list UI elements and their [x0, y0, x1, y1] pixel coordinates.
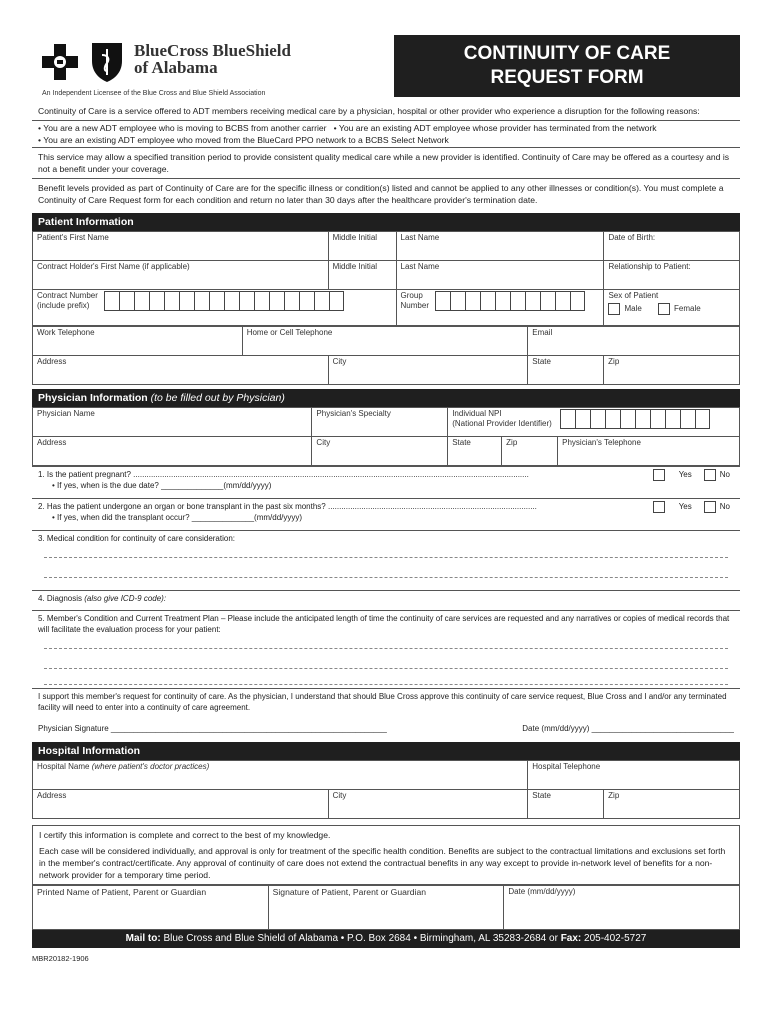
group-number-boxes[interactable]	[435, 291, 585, 311]
contract-number-field[interactable]: Contract Number (include prefix)	[33, 290, 397, 326]
physician-date-line[interactable]: Date (mm/dd/yyyy) ________________________________	[522, 724, 734, 733]
condition-line-1[interactable]	[44, 544, 728, 558]
transplant-yes-checkbox[interactable]	[653, 501, 665, 513]
hospital-name-field[interactable]: Hospital Name (where patient's doctor practices)	[33, 761, 528, 790]
patient-address-field[interactable]: Address	[33, 356, 329, 385]
form-title	[394, 35, 740, 97]
blue-shield-icon	[90, 41, 124, 83]
hospital-state-field[interactable]: State	[528, 790, 604, 819]
physician-name-field[interactable]: Physician Name	[33, 408, 312, 437]
form-page	[32, 30, 740, 963]
brand-line-1: BlueCross BlueShield	[134, 41, 291, 60]
holder-last-name-field[interactable]: Last Name	[396, 261, 604, 290]
physician-signature-line[interactable]: Physician Signature ______________________________________________________________	[38, 724, 387, 733]
header	[32, 30, 740, 102]
question-2: 2. Has the patient undergone an organ or bone transplant in the past six months? .............................................................................................. • If yes, when did the transplant occur? ______________(mm/dd/yyyy) Yes No	[32, 498, 740, 530]
female-checkbox[interactable]	[658, 303, 670, 315]
physician-city-field[interactable]: City	[312, 437, 448, 466]
intro-text: Continuity of Care is a service offered to ADT members receiving medical care by a physician, hospital or other provider who experience a disruption for the following reasons:	[32, 102, 740, 121]
physician-specialty-field[interactable]: Physician's Specialty	[312, 408, 448, 437]
physician-support-statement: I support this member's request for continuity of care. As the physician, I understand that should Blue Cross approve this continuity of care service request, Blue Cross and I and/or any terminated facility will need to enter into a continuity of care agreement. Physician Signature ______________________________________________________________ Date (mm/dd/yyyy) ________________________________	[32, 688, 740, 740]
patient-first-name-field[interactable]: Patient's First Name	[33, 232, 329, 261]
title-line-2: REQUEST FORM	[490, 67, 644, 88]
bullet-3: You are an existing ADT employee who moved from the BlueCard PPO network to a BCBS Select Network	[43, 135, 449, 145]
physician-section-heading: Physician Information (to be filled out by Physician)	[32, 389, 740, 407]
patient-middle-initial-field[interactable]: Middle Initial	[328, 232, 396, 261]
patient-dob-field[interactable]: Date of Birth:	[604, 232, 740, 261]
hospital-city-field[interactable]: City	[328, 790, 528, 819]
question-1: 1. Is the patient pregnant? .................................................................................................................................................................................. • If yes, when is the due date? ______________(mm/dd/yyyy) Yes No	[32, 466, 740, 498]
brand-name	[134, 42, 291, 76]
form-id: MBR20182-1906	[32, 954, 89, 963]
patient-date-field[interactable]: Date (mm/dd/yyyy)	[504, 886, 740, 930]
holder-middle-initial-field[interactable]: Middle Initial	[328, 261, 396, 290]
npi-boxes[interactable]	[560, 409, 710, 429]
patient-signature-field[interactable]: Signature of Patient, Parent or Guardian	[268, 886, 504, 930]
certification: I certify this information is complete and correct to the best of my knowledge. Each case will be considered individually, and approval is only for treatment of the specific health condition. Benefits are subject to the contractual limitations and exclusions set forth in the member's contract/certificate. Any approval of continuity of care does not extend the contractual benefits in any way except to provide in-network level of benefits for a non-network provider for a temporary time period.	[32, 825, 740, 885]
patient-state-field[interactable]: State	[528, 356, 604, 385]
physician-zip-field[interactable]: Zip	[502, 437, 558, 466]
treatment-line-2[interactable]	[44, 655, 728, 669]
question-5: 5. Member's Condition and Current Treatment Plan – Please include the anticipated length of time the continuity of care services are requested and any narratives or copies of medical records that will facilitate the evaluation process for your patient:	[32, 610, 740, 688]
patient-city-field[interactable]: City	[328, 356, 528, 385]
relationship-field[interactable]: Relationship to Patient:	[604, 261, 740, 290]
licensee-note: An Independent Licensee of the Blue Cross and Blue Shield Association	[42, 90, 266, 97]
signature-table	[32, 885, 740, 930]
physician-telephone-field[interactable]: Physician's Telephone	[558, 437, 740, 466]
intro-para-2: Benefit levels provided as part of Continuity of Care are for the specific illness or condition(s) listed and cannot be applied to any other illnesses or condition(s). You must complete a Continuity of Care Request form for each condition and return no later than 30 days after the healthcare provider's termination date.	[32, 178, 740, 209]
intro-bullets: • You are a new ADT employee who is moving to BCBS from another carrier • You are an existing ADT employee whose provider has terminated from the network • You are an existing ADT employee who moved from the BlueCard PPO network to a BCBS Select Network	[38, 123, 657, 145]
email-field[interactable]: Email	[528, 327, 740, 356]
hospital-section-heading: Hospital Information	[32, 742, 740, 760]
pregnant-no-checkbox[interactable]	[704, 469, 716, 481]
condition-line-2[interactable]	[44, 564, 728, 578]
group-number-field[interactable]: Group Number	[396, 290, 604, 326]
patient-zip-field[interactable]: Zip	[604, 356, 740, 385]
hospital-telephone-field[interactable]: Hospital Telephone	[528, 761, 740, 790]
hospital-address-field[interactable]: Address	[33, 790, 329, 819]
brand-line-2: of Alabama	[134, 58, 218, 77]
intro-para-1: This service may allow a specified transition period to provide consistent quality medical care while a new provider is identified. Continuity of Care may be offered as a courtesy and is not a benefit under your coverage.	[32, 147, 740, 178]
physician-address-field[interactable]: Address	[33, 437, 312, 466]
title-line-1: CONTINUITY OF CARE	[463, 43, 671, 64]
physician-state-field[interactable]: State	[448, 437, 502, 466]
treatment-line-3[interactable]	[44, 671, 728, 685]
printed-name-field[interactable]: Printed Name of Patient, Parent or Guardian	[33, 886, 269, 930]
bullet-2: You are an existing ADT employee whose provider has terminated from the network	[338, 123, 657, 133]
home-telephone-field[interactable]: Home or Cell Telephone	[242, 327, 528, 356]
patient-contact-table	[32, 326, 740, 385]
contract-holder-field[interactable]: Contract Holder's First Name (if applicable)	[33, 261, 329, 290]
work-telephone-field[interactable]: Work Telephone	[33, 327, 243, 356]
physician-table	[32, 407, 740, 466]
patient-last-name-field[interactable]: Last Name	[396, 232, 604, 261]
pregnant-yes-checkbox[interactable]	[653, 469, 665, 481]
sex-field: Sex of Patient Male Female	[604, 290, 740, 326]
hospital-zip-field[interactable]: Zip	[604, 790, 740, 819]
patient-section-heading: Patient Information	[32, 213, 740, 231]
contract-number-boxes[interactable]	[104, 291, 344, 311]
question-3: 3. Medical condition for continuity of care consideration:	[32, 530, 740, 590]
transplant-no-checkbox[interactable]	[704, 501, 716, 513]
patient-table	[32, 231, 740, 326]
question-4[interactable]: 4. Diagnosis (also give ICD-9 code):	[32, 590, 740, 610]
mail-to-bar: Mail to: Blue Cross and Blue Shield of Alabama • P.O. Box 2684 • Birmingham, AL 35283-2684 or Fax: 205-402-5727	[32, 930, 740, 948]
bullet-1: You are a new ADT employee who is moving to BCBS from another carrier	[43, 123, 327, 133]
male-checkbox[interactable]	[608, 303, 620, 315]
logo	[42, 38, 332, 88]
hospital-table	[32, 760, 740, 819]
treatment-line-1[interactable]	[44, 635, 728, 649]
blue-cross-icon	[42, 44, 78, 80]
npi-field[interactable]: Individual NPI (National Provider Identifier)	[448, 408, 740, 437]
